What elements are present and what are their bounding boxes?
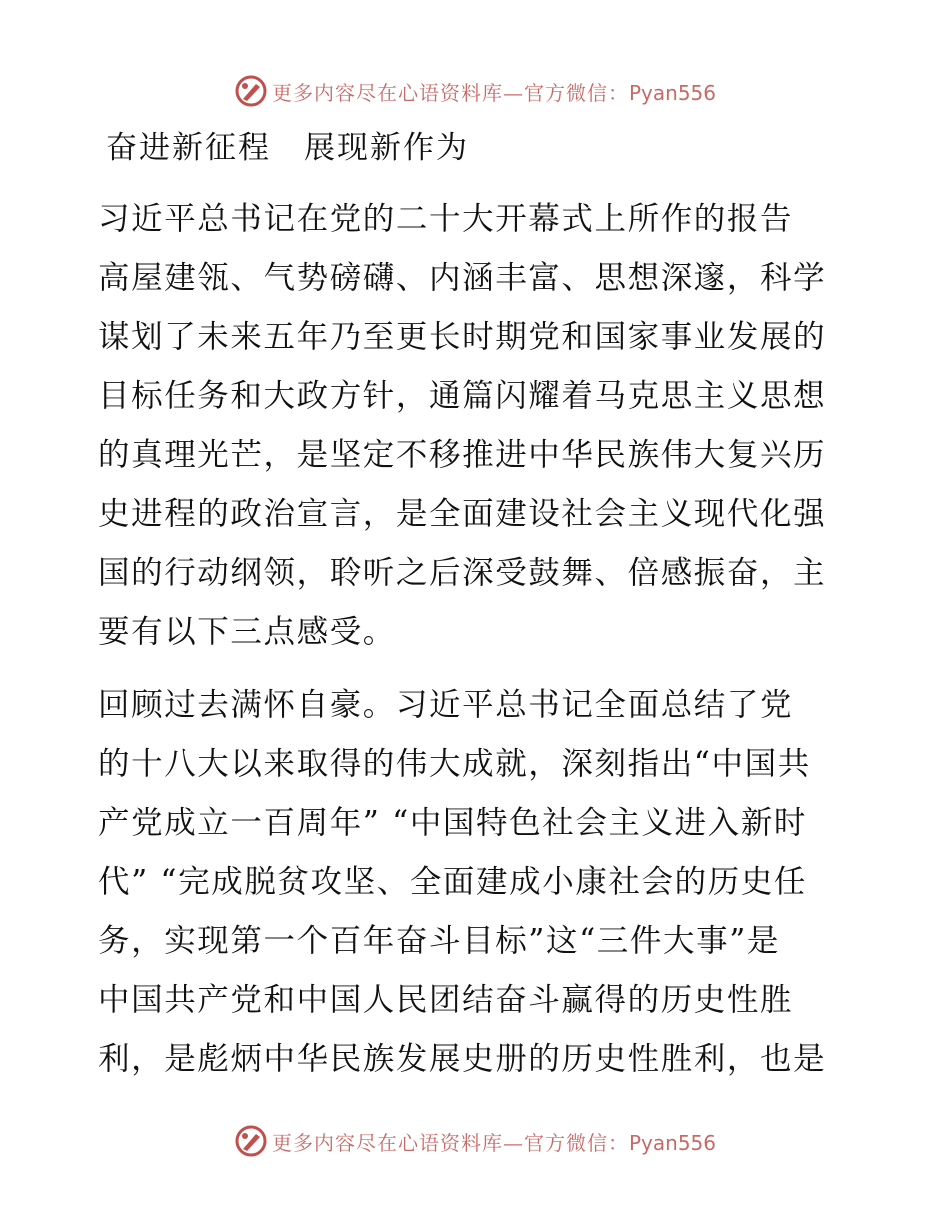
text-line: 中国共产党和中国人民团结奋斗赢得的历史性胜: [98, 982, 794, 1018]
text-line: 产党成立一百周年” “中国特色社会主义进入新时: [98, 805, 808, 841]
text-line: 目标任务和大政方针，通篇闪耀着马克思主义思想: [98, 378, 827, 414]
text-line: 谋划了未来五年乃至更长时期党和国家事业发展的: [98, 319, 827, 355]
text-line: 的十八大以来取得的伟大成就，深刻指出“中国共: [98, 746, 811, 782]
watermark-wechat-id: Pyan556: [628, 80, 716, 105]
pen-logo-icon: [234, 1124, 268, 1158]
text-line: 利，是彪炳中华民族发展史册的历史性胜利，也是: [98, 1041, 827, 1077]
text-line: 国的行动纲领，聆听之后深受鼓舞、倍感振奋，主: [98, 555, 827, 591]
watermark-text: 更多内容尽在心语资料库—官方微信：Pyan556: [271, 80, 716, 105]
watermark-header: [0, 71, 950, 111]
watermark-wechat-id: Pyan556: [628, 1130, 716, 1155]
paragraph-2: [98, 676, 858, 1089]
document-title: 奋进新征程 展现新作为: [106, 130, 469, 166]
text-line: 习近平总书记在党的二十大开幕式上所作的报告: [98, 201, 794, 237]
watermark-text: 更多内容尽在心语资料库—官方微信：Pyan556: [271, 1130, 716, 1155]
watermark-footer: [0, 1121, 950, 1161]
text-line: 回顾过去满怀自豪。习近平总书记全面总结了党: [98, 687, 794, 723]
text-line: 史进程的政治宣言，是全面建设社会主义现代化强: [98, 496, 827, 532]
text-line: 高屋建瓴、气势磅礴、内涵丰富、思想深邃，科学: [98, 260, 827, 296]
text-line: 代” “完成脱贫攻坚、全面建成小康社会的历史任: [98, 864, 808, 900]
text-line: 务，实现第一个百年奋斗目标”这“三件大事”是: [98, 923, 781, 959]
text-line: 的真理光芒，是坚定不移推进中华民族伟大复兴历: [98, 437, 827, 473]
pen-logo-icon: [234, 74, 268, 108]
text-line: 要有以下三点感受。: [98, 614, 396, 650]
paragraph-1: [98, 190, 858, 662]
